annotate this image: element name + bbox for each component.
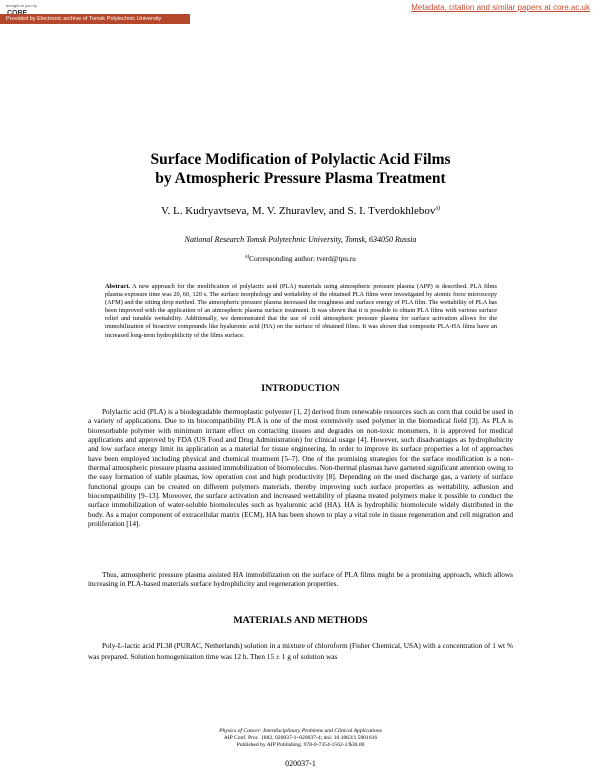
heading-materials-methods: MATERIALS AND METHODS: [233, 615, 368, 626]
title-line-1: Surface Modification of Polylactic Acid Films: [150, 151, 451, 168]
heading-introduction: INTRODUCTION: [261, 383, 340, 394]
corresponding-author: [88, 254, 513, 263]
abstract-label: Abstract.: [105, 283, 131, 290]
authors: [88, 205, 513, 217]
core-logo-sub: brought to you by: [6, 3, 37, 8]
core-header: [0, 0, 600, 26]
intro-paragraph-1: Polylactic acid (PLA) is a biodegradable thermoplastic polyester [1, 2] derived from renewable resources such as corn that could be used in a variety of applications. Due to its biocompatibility PLA is one of the most extensively used polymer in the biomedical field [3]. As PLA is bioresorbable polymer with minimum irritant effect on contacting tissues and degrades on non-toxic monomers, it is approved for medical applications and approved by FDA (US Food and Drug Administration) for clinical usage [4]. However, such disadvantages as hydrophobicity and low surface energy limit its application as a material for tissue engineering. In order to improve its surface properties a lot of approaches have been employed including physical and chemical treatment [5–7]. One of the promising strategies for the surface modification is a non-thermal atmospheric pressure plasma assisted immobilization of biomolecules. Non-thermal plasmas have garnered significant attention owing to the easy formation of stable plasmas, low operation cost and high productivity [8]. Depending on the used discharge gas, a variety of surface functional groups can be created on different polymers materials, thereby improving such surface properties as wettability, adhesion and biocompatibility [9–13]. Moreover, the surface activation and increased wettability of plasma treated polymers make it possible to conduct the surface immobilization of water-soluble biomolecules such as hyaluronic acid (HA). HA is hydrophilic biomolecule widely distributed in the body. As a major component of extracellular matrix (ECM), HA has been shown to play a vital role in tissue regeneration and cell migration and proliferation [14].: [88, 407, 513, 529]
intro-paragraph-2: Thus, atmospheric pressure plasma assisted HA immobilization on the surface of PLA films might be a promising approach, which allows increasing in PLA-based materials surface hydrophilicity and regeneration properties.: [88, 570, 513, 589]
footer-publisher: Published by AIP Publishing. 978-0-7354-1562-1/$30.00: [236, 741, 365, 748]
abstract: [105, 283, 497, 340]
paper-title: [88, 150, 513, 188]
footer-citation: AIP Conf. Proc. 1882, 020037-1–020037-4; doi: 10.1063/1.5001616: [223, 734, 378, 741]
footer-conference: Physics of Cancer: Interdisciplinary Problems and Clinical Applications: [219, 728, 382, 734]
corr-text: Corresponding author: tverd@tpu.ru: [249, 254, 356, 263]
page-footer: [88, 728, 513, 748]
methods-paragraph-1: Poly-L-lactic acid PL38 (PURAC, Netherlands) solution in a mixture of chloroform (Fisher Chemical, USA) with a concentration of 1 wt % was prepared. Solution homogenization time was 12 h. Then 15 ± 1 g of solution was: [88, 641, 513, 661]
author-mark: a): [435, 205, 441, 212]
affiliation: National Research Tomsk Polytechnic University, Tomsk, 634050 Russia: [184, 235, 417, 244]
title-line-2: by Atmospheric Pressure Plasma Treatment: [155, 170, 446, 187]
author-names: V. L. Kudryavtseva, M. V. Zhuravlev, and S. I. Tverdokhlebov: [160, 205, 436, 217]
provider-banner[interactable]: Provided by Electronic archive of Tomsk Polytechnic University: [0, 14, 190, 24]
core-metadata-link[interactable]: Metadata, citation and similar papers at core.ac.uk: [411, 3, 590, 12]
page-number: 020037-1: [285, 759, 316, 768]
abstract-text: A new approach for the modification of polylactic acid (PLA) materials using atmospheric pressure plasma (APP) is described. PLA films plasma exposure time was 20, 60, 120 s. The surface morphology and wettability of the obtained PLA films were investigated by atomic force microscopy (AFM) and the sitting drop method. The atmospheric pressure plasma increased the roughness and surface energy of PLA film. The wettability of PLA has been improved with the application of an atmospheric plasma surface treatment. It was shown that it is possible to obtain PLA films with various surface relief and tunable wettability. Additionally, we demonstrated that the use of cold atmospheric pressure plasma for surface activation allows for the immobilization of bioactive compounds like hyaluronic acid (HA) on the surface of obtained films. It was shown that composite PLA-HA films have an increased long-term hydrophilicity of the films surface.: [105, 283, 497, 339]
corr-mark: a): [245, 254, 250, 260]
